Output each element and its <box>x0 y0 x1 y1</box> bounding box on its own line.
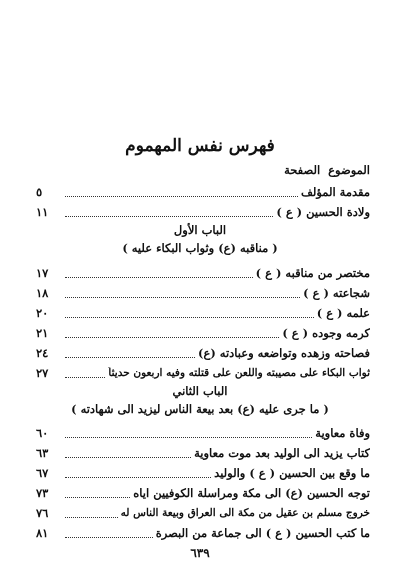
leader-dots <box>65 517 118 518</box>
toc-entry[interactable] <box>36 344 370 362</box>
entry-title: مقدمة المؤلف <box>300 185 370 199</box>
toc-entry[interactable] <box>36 424 370 442</box>
entry-page: ٦٣ <box>36 446 49 460</box>
toc-entry[interactable] <box>36 464 370 482</box>
leader-dots <box>65 196 298 197</box>
section-subheading: ( ما جرى عليه (ع) بعد بيعة الناس ليزيد الى شهادته ) <box>71 402 329 416</box>
topic-column-label: الموضوع <box>328 163 370 177</box>
entry-page: ٢١ <box>36 326 49 340</box>
entry-page: ٧٦ <box>36 506 49 520</box>
entry-page: ٦٠ <box>36 426 49 440</box>
entry-page: ١٧ <box>36 266 49 280</box>
entry-page: ٥ <box>36 185 43 199</box>
entry-title: شجاعته ( ع ) <box>303 286 370 300</box>
toc-entry[interactable] <box>36 284 370 302</box>
entry-title: ما وقع بين الحسين ( ع ) والوليد <box>214 466 370 480</box>
entry-title: ما كتب الحسين ( ع ) الى جماعة من البصرة <box>155 526 370 540</box>
toc-entry[interactable] <box>36 444 370 462</box>
toc-entry[interactable] <box>36 484 370 502</box>
entry-title: ولادة الحسين ( ع ) <box>276 205 370 219</box>
entry-title: فصاحته وزهده وتواضعه وعبادته (ع) <box>198 346 370 360</box>
entry-title: وفاة معاوية <box>315 426 370 440</box>
entry-title: كتاب يزيد الى الوليد بعد موت معاوية <box>194 446 370 460</box>
entry-page: ٢٠ <box>36 306 49 320</box>
entry-title: علمه ( ع ) <box>316 306 370 320</box>
toc-entry[interactable] <box>36 203 370 221</box>
toc-entry[interactable] <box>36 324 370 342</box>
toc-entry[interactable] <box>36 504 370 522</box>
entry-title: خروج مسلم بن عقيل من مكة الى العراق وبيعة الناس له <box>120 507 370 519</box>
entry-page: ٨١ <box>36 526 49 540</box>
toc-entry[interactable] <box>36 364 370 382</box>
leader-dots <box>65 297 300 298</box>
page-number: ٦٣٩ <box>190 546 210 560</box>
leader-dots <box>65 357 195 358</box>
entry-page: ٢٧ <box>36 366 49 380</box>
leader-dots <box>65 337 279 338</box>
entry-page: ١٨ <box>36 286 49 300</box>
leader-dots <box>65 477 211 478</box>
entry-page: ٧٣ <box>36 486 49 500</box>
toc-entry[interactable] <box>36 264 370 282</box>
leader-dots <box>65 457 191 458</box>
leader-dots <box>65 537 153 538</box>
leader-dots <box>65 437 312 438</box>
toc-entry[interactable] <box>36 304 370 322</box>
toc-entry[interactable] <box>36 524 370 542</box>
entry-title: مختصر من مناقبه ( ع ) <box>255 266 370 280</box>
leader-dots <box>65 317 314 318</box>
section-heading: الباب الأول <box>173 223 227 237</box>
entry-page: ١١ <box>36 205 49 219</box>
section-subheading: ( مناقبه (ع) وثواب البكاء عليه ) <box>122 241 278 255</box>
entry-title: توجه الحسين (ع) الى مكة ومراسلة الكوفيين اياه <box>133 486 370 500</box>
leader-dots <box>65 277 253 278</box>
toc-header <box>36 162 370 178</box>
leader-dots <box>65 497 130 498</box>
entry-page: ٢٤ <box>36 346 49 360</box>
page-title: فهرس نفس المهموم <box>125 136 275 156</box>
entry-title: ثواب البكاء على مصيبته واللعن على قتلته وفيه اربعون حديثاً <box>108 367 370 379</box>
entry-page: ٦٧ <box>36 466 49 480</box>
leader-dots <box>65 216 273 217</box>
page-column-label: الصفحة <box>284 163 321 177</box>
toc-entry[interactable] <box>36 183 370 201</box>
entry-title: كرمه وجوده ( ع ) <box>282 326 370 340</box>
section-heading: الباب الثاني <box>172 384 228 398</box>
leader-dots <box>65 377 105 378</box>
